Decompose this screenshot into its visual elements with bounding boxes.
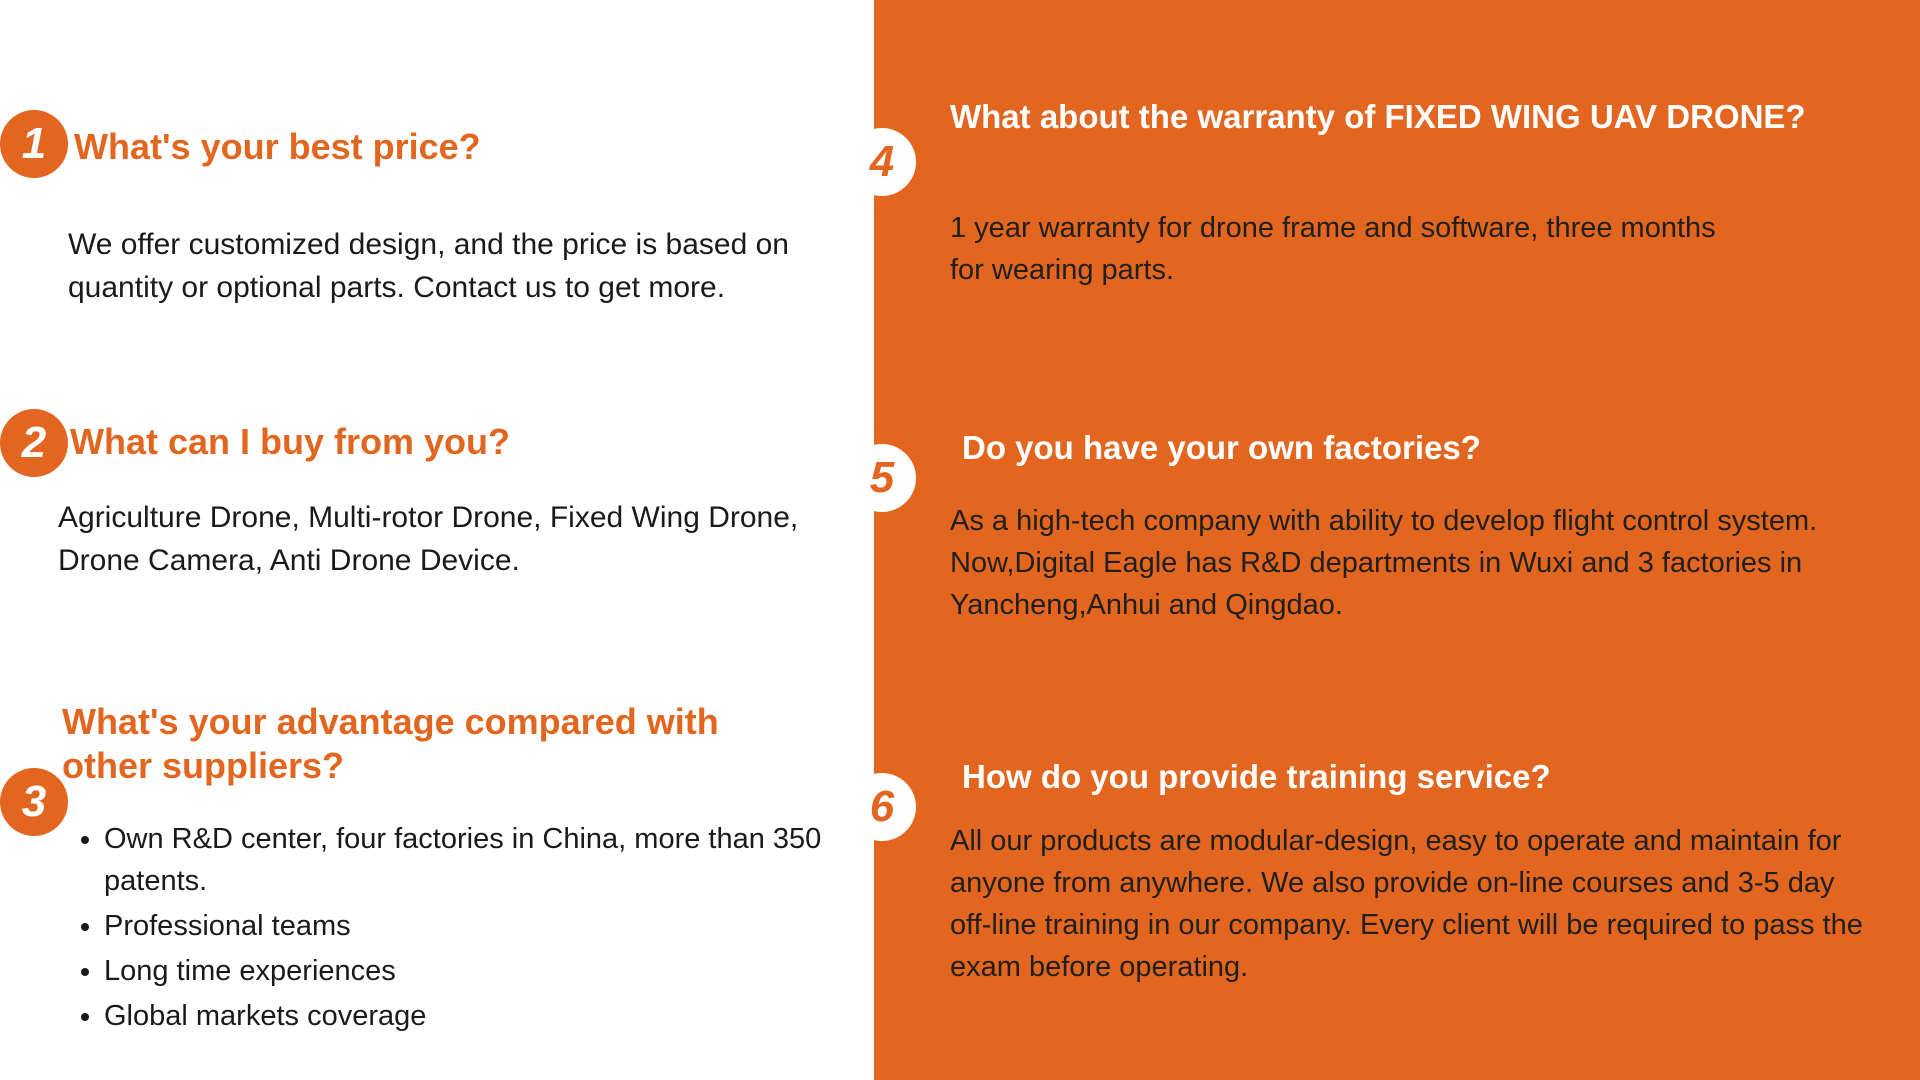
faq-question-4: What about the warranty of FIXED WING UAV DRONE? [950, 98, 1806, 135]
faq-question-6: How do you provide training service? [962, 758, 1551, 795]
list-item: • Long time experiences [104, 950, 894, 992]
faq-answer-3-bullets [62, 818, 894, 1040]
faq-question-5: Do you have your own factories? [962, 429, 1481, 466]
faq-answer-6: All our products are modular-design, easy to operate and maintain for anyone from anywhere. We also provide on-line courses and 3-5 day off-line training in our company. Every client will be required to pass the exam before operating. [950, 825, 1863, 984]
faq-number-badge-2: 2 [0, 409, 68, 477]
faq-answer-2: Agriculture Drone, Multi-rotor Drone, Fixed Wing Drone, Drone Camera, Anti Drone Device. [58, 501, 799, 577]
faq-number-badge-3: 3 [0, 768, 68, 836]
faq-question-1: What's your best price? [74, 126, 481, 167]
faq-question-3: What's your advantage compared with other suppliers? [62, 701, 719, 786]
faq-number-badge-4: 4 [848, 128, 916, 196]
faq-question-2: What can I buy from you? [70, 421, 511, 462]
right-panel [869, 0, 1920, 1080]
faq-answer-5: As a high-tech company with ability to develop flight control system. Now,Digital Eagle has R&D departments in Wuxi and 3 factories in Yancheng,Anhui and Qingdao. [950, 505, 1818, 622]
list-item: • Global markets coverage [104, 995, 894, 1037]
faq-number-badge-1: 1 [0, 110, 68, 178]
faq-answer-4: 1 year warranty for drone frame and software, three months for wearing parts. [950, 212, 1716, 287]
faq-number-badge-5: 5 [848, 444, 916, 512]
faq-answer-1: We offer customized design, and the price is based on quantity or optional parts. Contact us to get more. [68, 228, 789, 304]
list-item: • Professional teams [104, 905, 894, 947]
faq-number-badge-6: 6 [848, 773, 916, 841]
list-item: • Own R&D center, four factories in China, more than 350 patents. [104, 818, 894, 902]
left-column [0, 0, 874, 1080]
